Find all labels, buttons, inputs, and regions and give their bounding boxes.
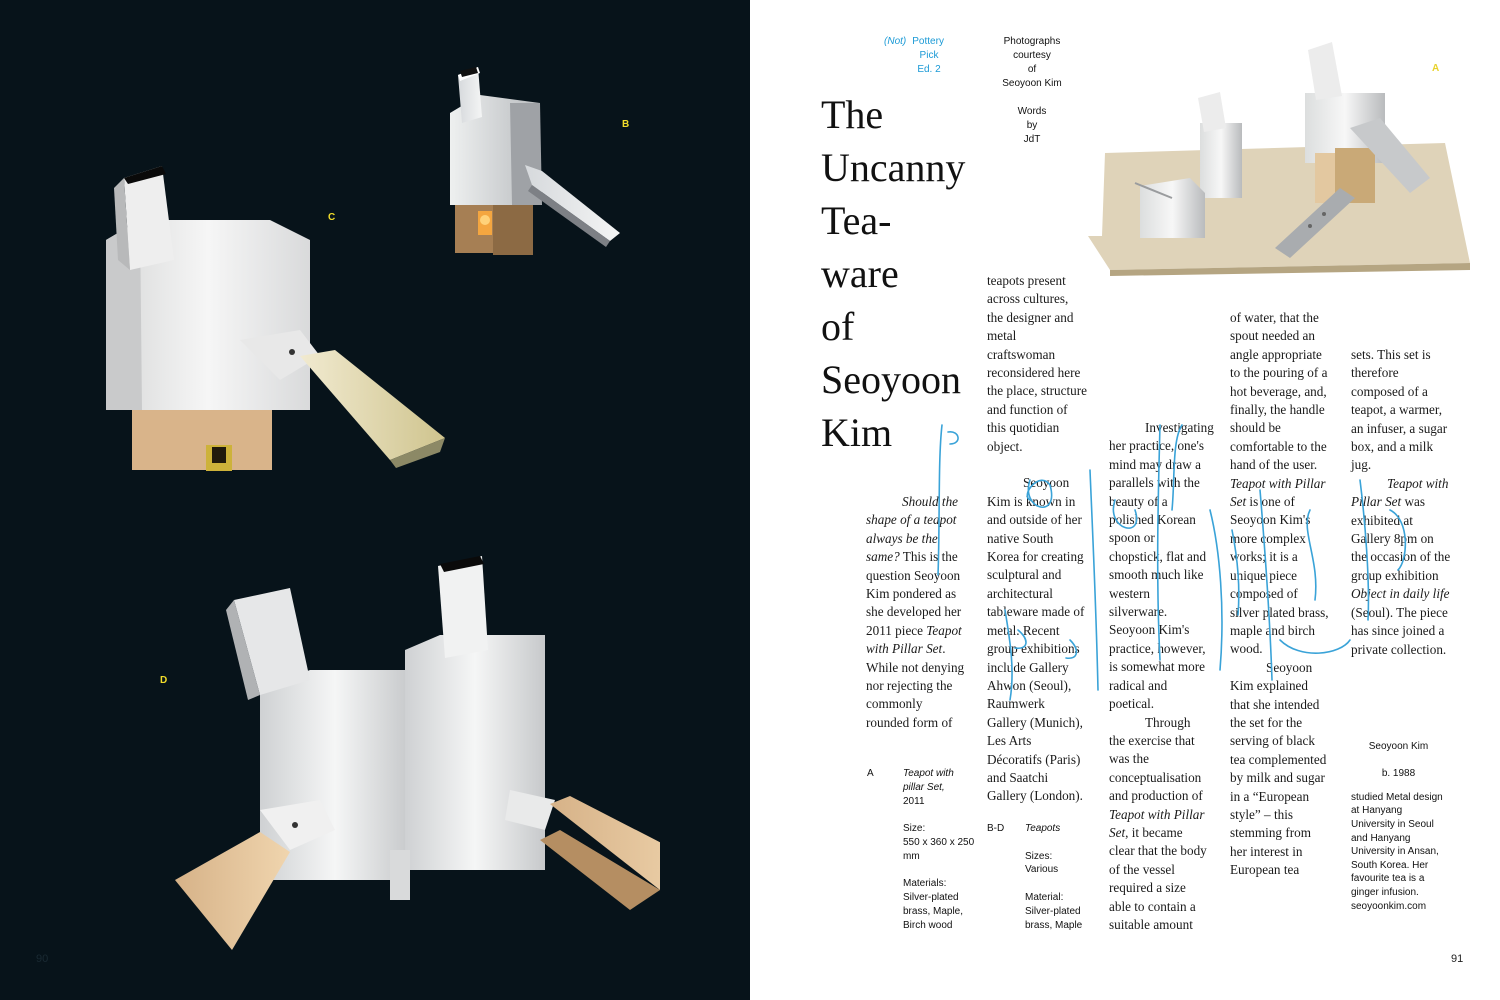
- caption-a-materials-value: Silver-plated brass, Maple, Birch wood: [903, 892, 964, 931]
- bio-born: b. 1988: [1381, 768, 1416, 780]
- caption-bd-sizes-value: Various: [1025, 864, 1059, 876]
- credit-line: Seoyoon Kim: [1002, 78, 1062, 89]
- section-line2: Pick: [919, 50, 939, 61]
- body-text: of water, that the spout needed an angle appropriate to the pouring of a hot beverage, and, finally, the handle should be comfortable to the hand of the user.: [1230, 310, 1328, 473]
- photo-label-d: D: [160, 675, 168, 686]
- body-text: . While not denying nor rejecting the commonly rounded form of: [866, 641, 965, 730]
- caption-a: [903, 767, 975, 933]
- title-line: The: [821, 92, 884, 137]
- credit-line: courtesy: [1013, 50, 1051, 61]
- title-line: of: [821, 304, 855, 349]
- caption-a-letter: A: [867, 768, 874, 779]
- caption-bd-sizes-label: Sizes:: [1025, 850, 1053, 862]
- body-paragraph: Seoyoon Kim explained that she intended the set for the serving of black tea complemented by milk and sugar in a “European style” – this stemming from her interest in European tea: [1230, 659, 1327, 878]
- photo-label-a: A: [1432, 63, 1440, 74]
- section-line1: Pottery: [912, 36, 944, 47]
- body-text: (Seoul). The piece has since joined a private collection.: [1351, 604, 1448, 657]
- section-label: [864, 35, 964, 77]
- artwork-title: Teapot with Pillar Set: [1230, 475, 1326, 510]
- caption-a-materials-label: Materials:: [903, 878, 947, 890]
- body-paragraph: Seoyoon Kim is known in and outside of her native South Korea for creating sculptural and architectural tableware made of metal. Recent group exhibitions include Gallery Ahwon (Seoul), Raumwerk Gallery (Munich), Les Arts Décoratifs (Paris) and Saatchi Gallery (London).: [987, 475, 1085, 804]
- title-line: Uncanny: [821, 145, 966, 190]
- artwork-title: Teapot with Pillar Set: [1109, 806, 1205, 840]
- article-title: [821, 88, 981, 459]
- credit-line: Photographs: [1003, 36, 1061, 47]
- words-credit-line: JdT: [1023, 134, 1041, 145]
- words-credit-line: by: [1026, 120, 1038, 131]
- bio-text: studied Metal design at Hanyang University in Seoul and Hanyang University in Ansan, South Korea. Her favourite tea is a ginger infusion.: [1351, 791, 1443, 898]
- caption-bd: [1025, 822, 1097, 932]
- lead-question: Should the shape of a teapot always be the same?: [866, 494, 959, 565]
- caption-bd-letter: B-D: [987, 823, 1005, 834]
- page-number-right: 91: [1451, 953, 1464, 965]
- title-line: Kim: [821, 410, 893, 455]
- artwork-title: Teapot with Pillar Set: [866, 622, 962, 657]
- section-line3: Ed. 2: [917, 64, 941, 75]
- page-number-left: 90: [36, 953, 49, 965]
- body-column-4: [1230, 309, 1330, 880]
- teapot-set-a-photo: [1080, 38, 1480, 278]
- exhibition-title: Object in daily life: [1351, 586, 1450, 602]
- title-line: Seoyoon: [821, 357, 961, 402]
- body-text: is one of Seoyoon Kim's more complex works; it is a unique piece composed of silver plated brass, maple and birch wood.: [1230, 494, 1329, 657]
- caption-a-size-label: Size:: [903, 823, 926, 835]
- designer-bio: [1351, 740, 1461, 913]
- body-column-1: [866, 493, 966, 732]
- body-text: This is the question Seoyoon Kim pondered as she developed her 2011 piece: [866, 549, 962, 638]
- caption-bd-title: Teapots: [1025, 823, 1061, 834]
- body-column-5: [1351, 346, 1451, 659]
- body-text: Through the exercise that was the conceptualisation and production of: [1109, 714, 1203, 804]
- section-not: (Not): [884, 36, 907, 47]
- words-credit-line: Words: [1017, 106, 1047, 117]
- caption-bd-material-label: Material:: [1025, 891, 1064, 903]
- caption-a-size-value: 550 x 360 x 250 mm: [903, 836, 975, 862]
- caption-bd-material-value: Silver-plated brass, Maple: [1025, 905, 1083, 931]
- caption-a-year: 2011: [903, 795, 925, 807]
- title-line: ware: [821, 251, 899, 296]
- photo-credits: [982, 35, 1082, 147]
- body-column-2: [987, 272, 1087, 806]
- teapot-d-photo: [160, 550, 660, 950]
- caption-a-title: Teapot with pillar Set,: [903, 768, 954, 793]
- title-line: Tea-: [821, 198, 892, 243]
- credit-line: of: [1027, 64, 1037, 75]
- body-paragraph: sets. This set is therefore composed of a teapot, a warmer, an infuser, a sugar box, and a milk jug.: [1351, 347, 1448, 473]
- artwork-title: Teapot with Pillar Set: [1351, 475, 1449, 510]
- body-paragraph: teapots present across cultures, the designer and metal craftswoman reconsidered here the place, structure and function of this quotidian object.: [987, 273, 1087, 454]
- photo-label-b: B: [622, 119, 630, 130]
- body-text: , it became clear that the body of the vessel required a size able to contain a suitable amount: [1109, 824, 1207, 932]
- right-page: [750, 0, 1500, 1000]
- photo-label-c: C: [328, 212, 336, 223]
- bio-url: seoyoonkim.com: [1351, 900, 1427, 912]
- bio-name: Seoyoon Kim: [1368, 741, 1429, 752]
- body-paragraph: Investigating her practice, one's mind may draw a parallels with the beauty of a polished Korean spoon or chopstick, flat and smooth much like western silverware. Seoyoon Kim's practice, however, is somewhat more radical and poetical.: [1109, 420, 1214, 712]
- teapot-c-photo: [100, 160, 460, 480]
- body-text: was exhibited at Gallery 8pm on the occasion of the group exhibition: [1351, 494, 1451, 583]
- body-column-3: [1109, 419, 1214, 934]
